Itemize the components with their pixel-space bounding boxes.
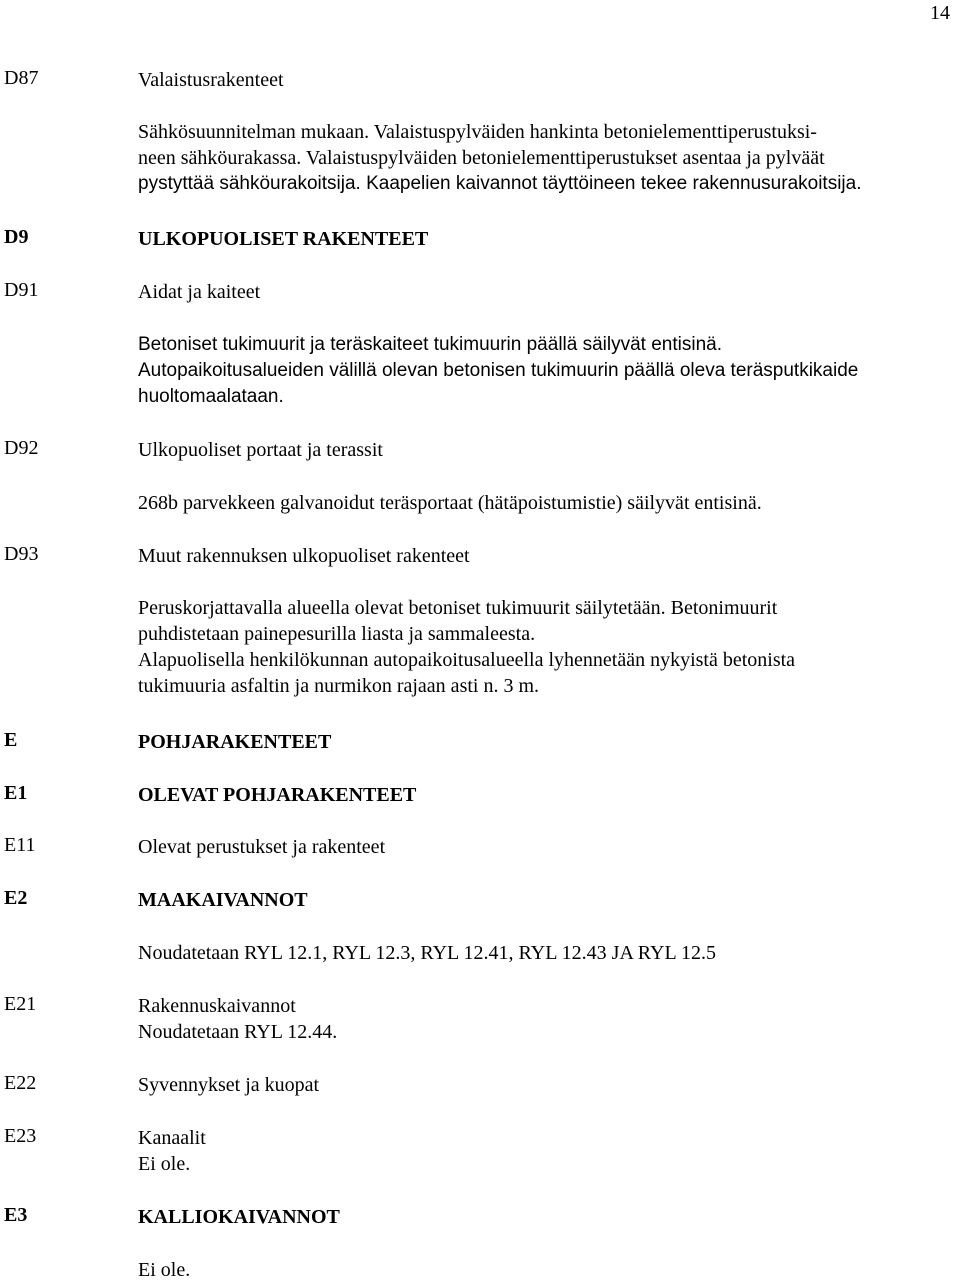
paragraph-line: neen sähköurakassa. Valaistuspylväiden betonielementtiperustukset asentaa ja pylväät <box>138 147 825 169</box>
section-code: D92 <box>4 437 39 459</box>
paragraph-line: huoltomaalataan. <box>138 386 284 407</box>
paragraph-line: pystyttää sähköurakoitsija. Kaapelien kaivannot täyttöineen tekee rakennusurakoitsija. <box>138 173 862 194</box>
section-code: D87 <box>4 67 39 89</box>
section-note: Noudatetaan RYL 12.44. <box>138 1021 338 1043</box>
section-title: ULKOPUOLISET RAKENTEET <box>138 228 429 250</box>
section-title: Aidat ja kaiteet <box>138 281 261 303</box>
section-title: Syvennykset ja kuopat <box>138 1074 320 1096</box>
section-title: MAAKAIVANNOT <box>138 889 308 911</box>
section-title: Olevat perustukset ja rakenteet <box>138 836 386 858</box>
paragraph-line: puhdistetaan painepesurilla liasta ja sammaleesta. <box>138 623 536 645</box>
section-title: POHJARAKENTEET <box>138 731 332 753</box>
paragraph-line: Sähkösuunnitelman mukaan. Valaistuspylväiden hankinta betonielementtiperustuksi- <box>138 121 817 143</box>
section-code: E1 <box>4 782 28 804</box>
paragraph-line: Peruskorjattavalla alueella olevat betoniset tukimuurit säilytetään. Betonimuurit <box>138 597 778 619</box>
section-code: E2 <box>4 887 28 909</box>
section-code: D91 <box>4 279 39 301</box>
section-code: D93 <box>4 543 39 565</box>
section-title: Rakennuskaivannot <box>138 995 296 1017</box>
section-code: E22 <box>4 1072 37 1094</box>
paragraph-line: Betoniset tukimuurit ja teräskaiteet tukimuurin päällä säilyvät entisinä. <box>138 334 723 355</box>
section-code: E21 <box>4 993 37 1015</box>
paragraph-line: Autopaikoitusalueiden välillä olevan betonisen tukimuurin päällä oleva teräsputkikaide <box>138 360 859 381</box>
section-title: KALLIOKAIVANNOT <box>138 1206 340 1228</box>
section-code: E23 <box>4 1125 37 1147</box>
section-title: Ulkopuoliset portaat ja terassit <box>138 439 383 461</box>
paragraph-line: Alapuolisella henkilökunnan autopaikoitusalueella lyhennetään nykyistä betonista <box>138 649 796 671</box>
section-code: E <box>4 729 18 751</box>
section-title: OLEVAT POHJARAKENTEET <box>138 784 417 806</box>
section-title: Valaistusrakenteet <box>138 69 284 91</box>
paragraph-line: 268b parvekkeen galvanoidut teräsportaat (hätäpoistumistie) säilyvät entisinä. <box>138 492 762 514</box>
section-title: Muut rakennuksen ulkopuoliset rakenteet <box>138 545 470 567</box>
section-code: E3 <box>4 1204 28 1226</box>
page-number: 14 <box>930 2 950 24</box>
section-code: D9 <box>4 226 29 248</box>
paragraph-line: Ei ole. <box>138 1259 191 1281</box>
section-note: Ei ole. <box>138 1153 191 1175</box>
section-title: Kanaalit <box>138 1127 206 1149</box>
paragraph-line: Noudatetaan RYL 12.1, RYL 12.3, RYL 12.41, RYL 12.43 JA RYL 12.5 <box>138 942 716 964</box>
section-code: E11 <box>4 834 36 856</box>
paragraph-line: tukimuuria asfaltin ja nurmikon rajaan asti n. 3 m. <box>138 675 540 697</box>
